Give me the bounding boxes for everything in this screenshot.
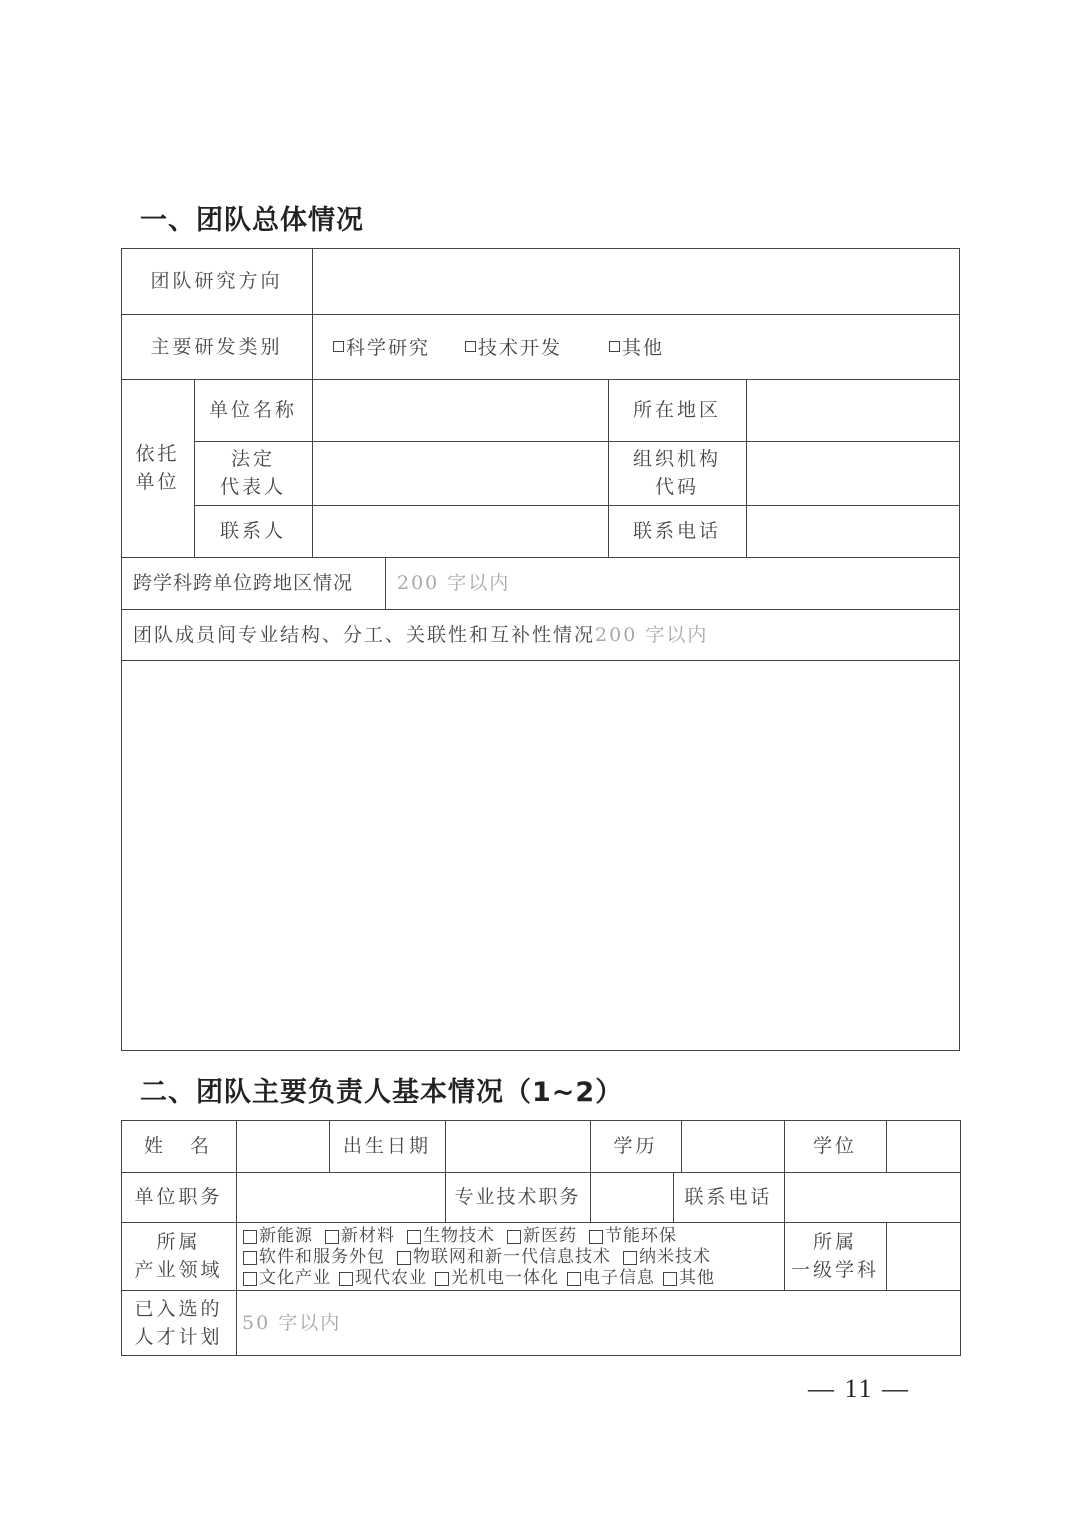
unit-name-label: 单位名称: [208, 399, 297, 421]
research-direction-label: 团队研究方向: [150, 270, 283, 292]
checkbox-icon: [567, 1272, 581, 1286]
industry-option[interactable]: 其他: [663, 1268, 715, 1289]
industry-option[interactable]: 新材料: [325, 1226, 395, 1247]
industry-option[interactable]: 纳米技术: [623, 1247, 711, 1268]
structure-hint: 200 字以内: [595, 623, 709, 646]
checkbox-icon: [465, 341, 476, 352]
research-direction-field[interactable]: [312, 248, 960, 314]
position-label: 单位职务: [134, 1186, 223, 1208]
talent-plan-field[interactable]: 50 字以内: [242, 1312, 342, 1334]
checkbox-icon: [243, 1251, 257, 1265]
cross-discipline-field[interactable]: 200 字以内: [397, 572, 511, 594]
rd-option-science[interactable]: 科学研究: [333, 333, 465, 360]
degree-label: 学位: [812, 1135, 857, 1157]
checkbox-icon: [243, 1230, 257, 1244]
checkbox-icon: [623, 1251, 637, 1265]
industry-option[interactable]: 新能源: [243, 1226, 313, 1247]
industry-option[interactable]: 软件和服务外包: [243, 1247, 385, 1268]
discipline-label: 所属 一级学科: [790, 1231, 879, 1281]
host-unit-label: 依托 单位: [135, 443, 180, 493]
name-field[interactable]: [236, 1120, 329, 1172]
industry-row: [243, 1268, 783, 1289]
checkbox-icon: [339, 1272, 353, 1286]
contact-phone-label: 联系电话: [632, 520, 721, 542]
unit-name-field[interactable]: [312, 379, 608, 441]
industry-row: [243, 1226, 783, 1247]
rd-option-other[interactable]: 其他: [609, 333, 664, 360]
industry-option[interactable]: 电子信息: [567, 1268, 655, 1289]
checkbox-icon: [407, 1230, 421, 1244]
checkbox-icon: [663, 1272, 677, 1286]
name-label: 姓 名: [143, 1135, 213, 1157]
checkbox-icon: [243, 1272, 257, 1286]
page-number: — 11 —: [808, 1374, 911, 1403]
checkbox-icon: [397, 1251, 411, 1265]
section-2-title: 二、团队主要负责人基本情况（1~2）: [140, 1077, 624, 1108]
contact-field[interactable]: [312, 505, 608, 557]
rd-category-label: 主要研发类别: [150, 335, 283, 358]
region-field[interactable]: [746, 379, 960, 441]
industry-label: 所属 产业领域: [134, 1231, 223, 1281]
industry-option[interactable]: 光机电一体化: [435, 1268, 559, 1289]
position-field[interactable]: [236, 1172, 445, 1222]
industry-row: [243, 1247, 783, 1268]
industry-option[interactable]: 文化产业: [243, 1268, 331, 1289]
legal-rep-field[interactable]: [312, 441, 608, 505]
degree-field[interactable]: [886, 1120, 961, 1172]
leader-phone-field[interactable]: [784, 1172, 961, 1222]
checkbox-icon: [589, 1230, 603, 1244]
legal-rep-label: 法定 代表人: [219, 448, 286, 498]
checkbox-icon: [333, 341, 344, 352]
rd-category-options: [333, 314, 664, 379]
industry-options: [243, 1226, 783, 1289]
industry-option[interactable]: 节能环保: [589, 1226, 677, 1247]
tech-title-label: 专业技术职务: [454, 1186, 581, 1208]
structure-field[interactable]: [121, 660, 960, 1050]
region-label: 所在地区: [632, 399, 721, 421]
birth-date-field[interactable]: [445, 1120, 590, 1172]
birth-date-label: 出生日期: [342, 1135, 431, 1157]
talent-plan-label: 已入选的 人才计划: [134, 1298, 223, 1348]
checkbox-icon: [325, 1230, 339, 1244]
tech-title-field[interactable]: [590, 1172, 673, 1222]
leader-phone-label: 联系电话: [684, 1186, 773, 1208]
org-code-field[interactable]: [746, 441, 960, 505]
education-field[interactable]: [681, 1120, 784, 1172]
org-code-label: 组织机构 代码: [632, 448, 721, 498]
industry-option[interactable]: 物联网和新一代信息技术: [397, 1247, 611, 1268]
section-1-title: 一、团队总体情况: [140, 205, 364, 236]
discipline-field[interactable]: [886, 1222, 961, 1290]
contact-phone-field[interactable]: [746, 505, 960, 557]
industry-option[interactable]: 现代农业: [339, 1268, 427, 1289]
cross-discipline-label: 跨学科跨单位跨地区情况: [133, 572, 354, 594]
industry-option[interactable]: 新医药: [507, 1226, 577, 1247]
contact-label: 联系人: [219, 520, 286, 542]
rd-option-technology[interactable]: 技术开发: [465, 333, 609, 360]
checkbox-icon: [507, 1230, 521, 1244]
checkbox-icon: [609, 341, 620, 352]
industry-option[interactable]: 生物技术: [407, 1226, 495, 1247]
education-label: 学历: [613, 1135, 658, 1157]
structure-label: 团队成员间专业结构、分工、关联性和互补性情况 200 字以内: [121, 609, 960, 660]
checkbox-icon: [435, 1272, 449, 1286]
